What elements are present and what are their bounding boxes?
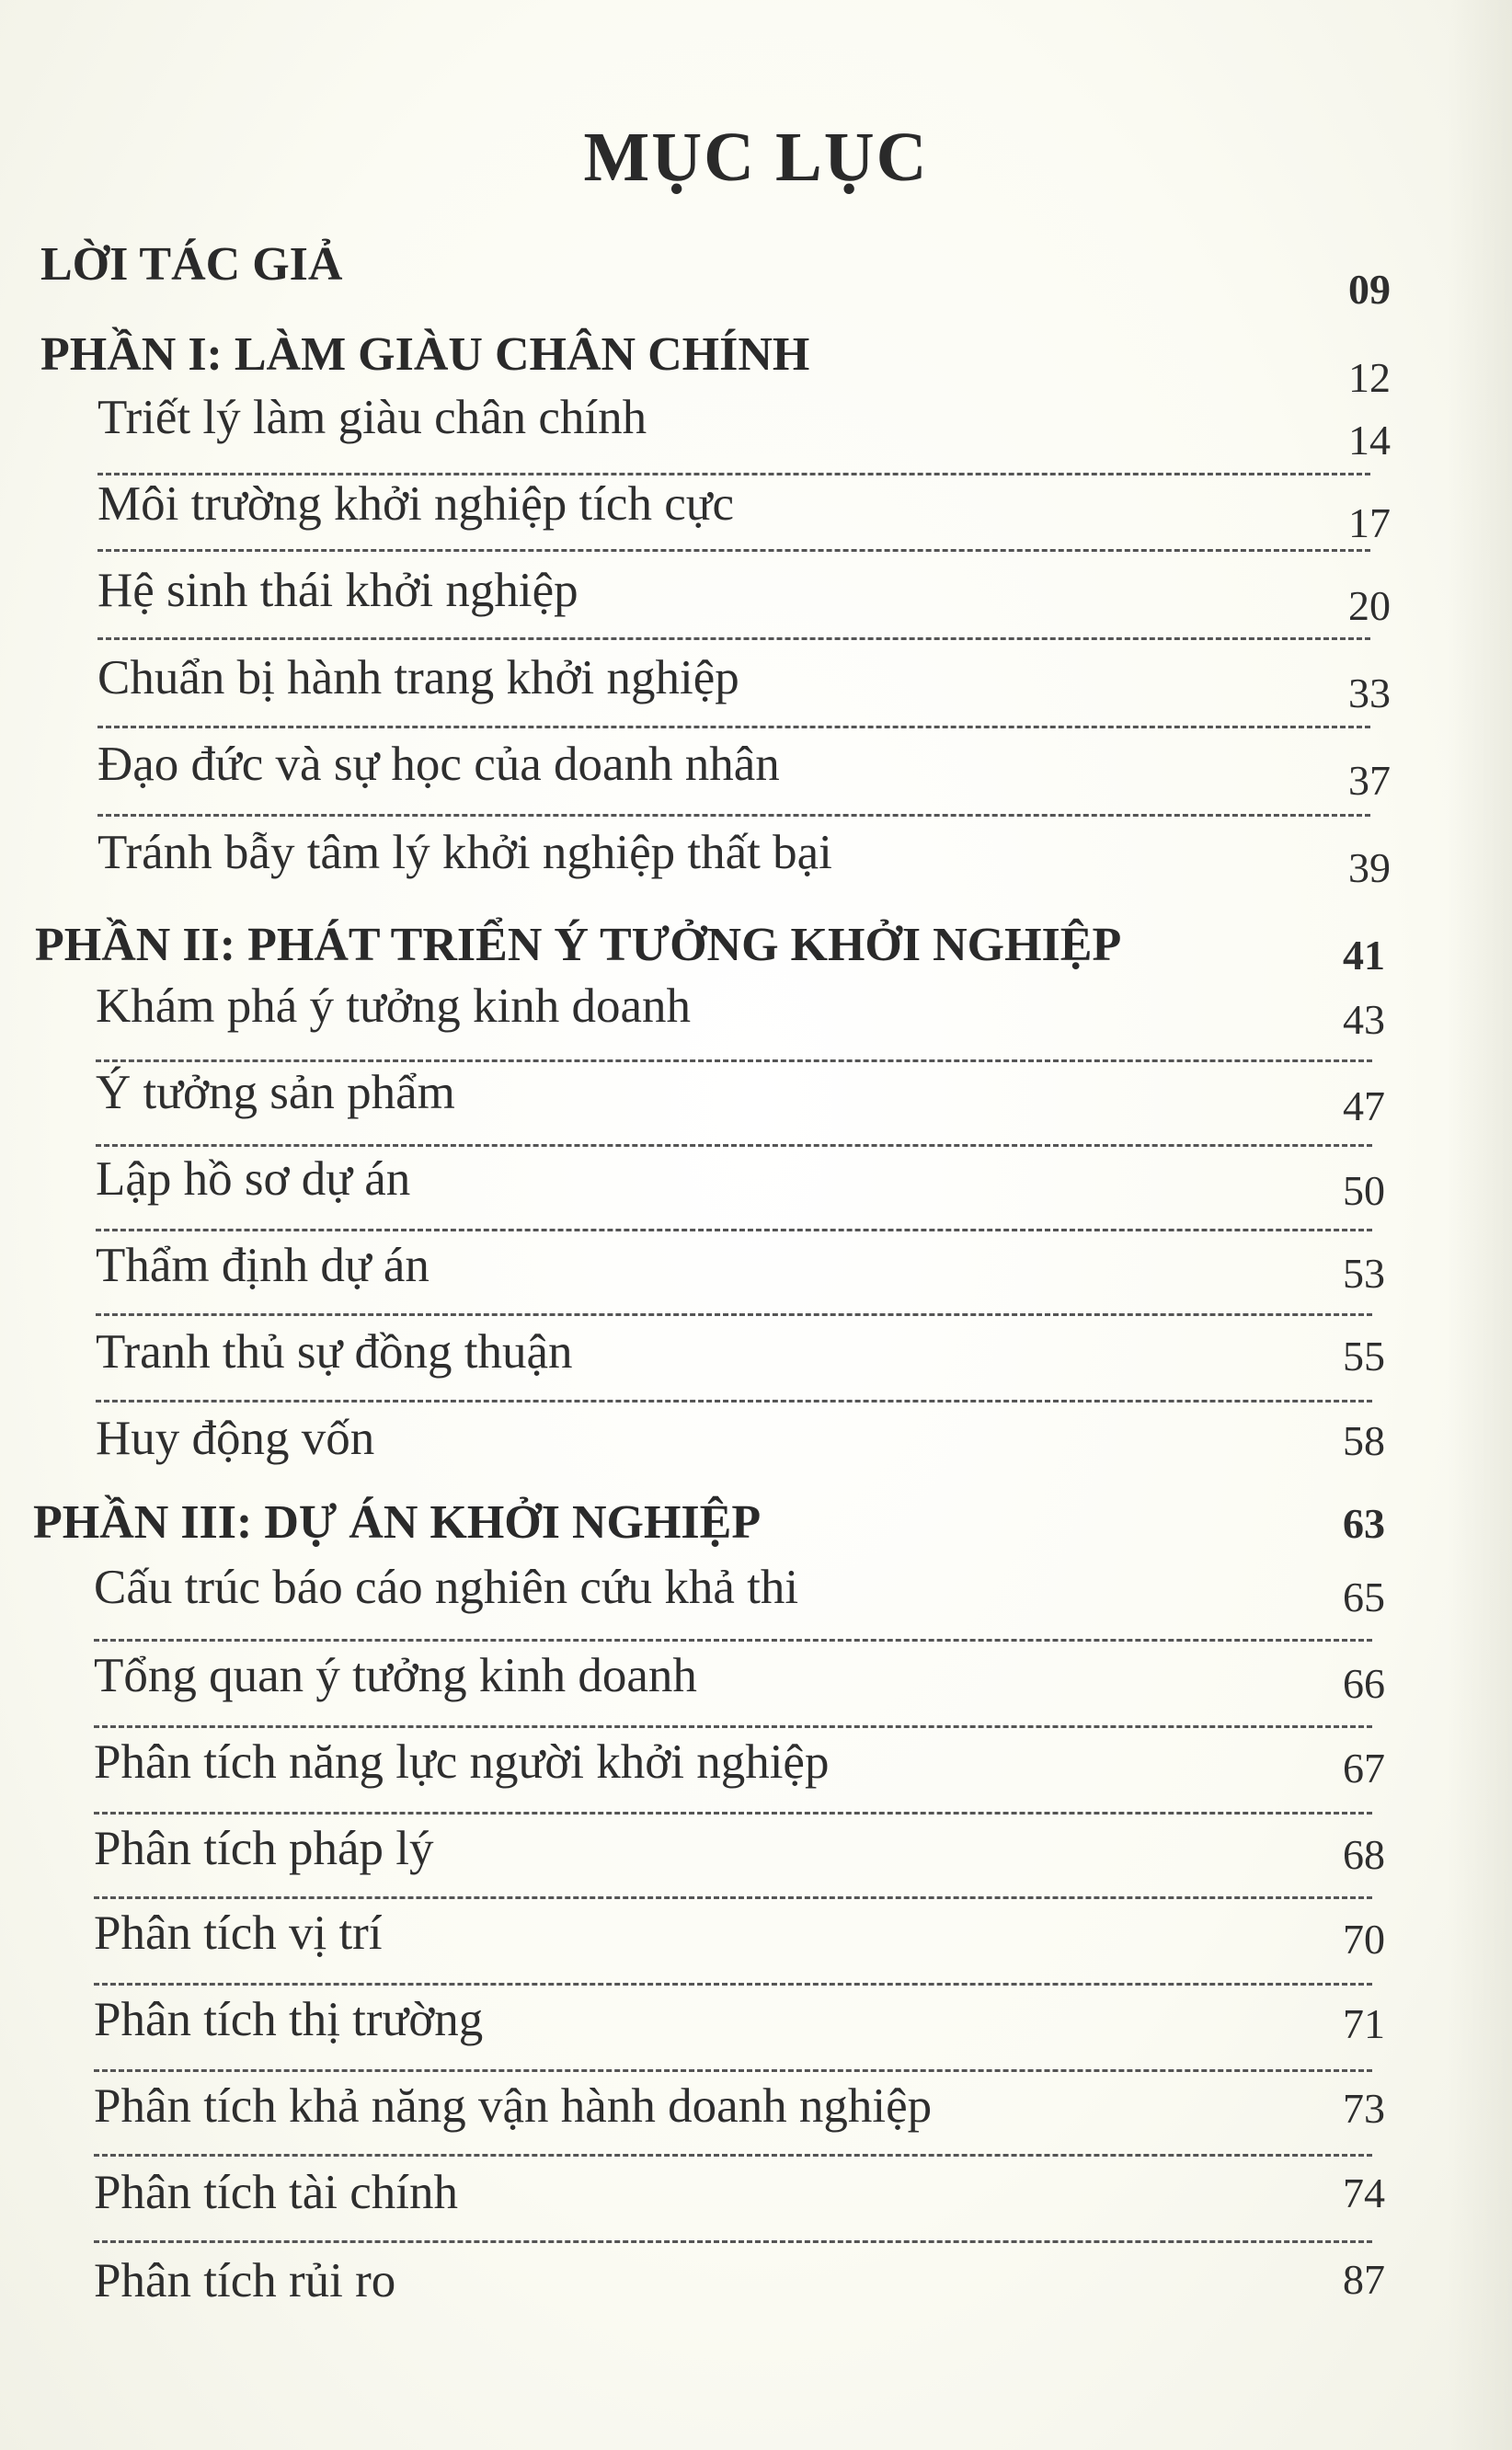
dotted-leader-line [94,2154,1372,2157]
dotted-leader-line [96,1313,1372,1316]
dotted-leader-line [97,473,1370,475]
toc-entry: Môi trường khởi nghiệp tích cực [97,477,734,531]
toc-page-number: 67 [1343,1745,1385,1792]
toc-entry: Phân tích vị trí [94,1906,383,1960]
dotted-leader-line [94,1896,1372,1899]
toc-part-heading: PHẦN III: DỰ ÁN KHỞI NGHIỆP [33,1496,762,1549]
dotted-leader-line [97,814,1370,817]
toc-part-heading: PHẦN II: PHÁT TRIỂN Ý TƯỞNG KHỞI NGHIỆP [35,919,1122,971]
toc-page-number: 68 [1343,1831,1385,1878]
toc-page-number: 12 [1348,354,1391,401]
toc-part-heading: PHẦN I: LÀM GIÀU CHÂN CHÍNH [40,328,810,381]
toc-entry: Đạo đức và sự học của doanh nhân [97,738,780,791]
toc-entry: Triết lý làm giàu chân chính [97,391,647,444]
page-edge-shadow [1448,0,1512,2450]
page-title: MỤC LỤC [583,119,929,196]
toc-entry: Phân tích tài chính [94,2166,458,2219]
dotted-leader-line [97,637,1370,640]
dotted-leader-line [94,1983,1372,1986]
toc-entry: Lập hồ sơ dự án [96,1152,411,1206]
dotted-leader-line [96,1229,1372,1231]
toc-page-number: 47 [1343,1082,1385,1129]
toc-page-number: 09 [1348,266,1391,313]
toc-entry: Chuẩn bị hành trang khởi nghiệp [97,651,739,704]
toc-entry: Thẩm định dự án [96,1239,430,1292]
toc-entry: Tổng quan ý tưởng kinh doanh [94,1649,697,1702]
toc-page-number: 39 [1348,844,1391,891]
dotted-leader-line [94,1725,1372,1728]
toc-page-number: 41 [1343,932,1385,979]
dotted-leader-line [94,1812,1372,1815]
dotted-leader-line [96,1059,1372,1062]
toc-entry: Tránh bẫy tâm lý khởi nghiệp thất bại [97,826,832,879]
toc-page-number: 50 [1343,1167,1385,1214]
toc-page-number: 53 [1343,1250,1385,1297]
toc-entry: Hệ sinh thái khởi nghiệp [97,564,578,617]
toc-page-number: 74 [1343,2170,1385,2216]
toc-entry: Huy động vốn [96,1412,375,1465]
toc-page-number: 65 [1343,1574,1385,1620]
toc-entry: Phân tích pháp lý [94,1822,434,1875]
dotted-leader-line [94,1639,1372,1642]
toc-entry: Phân tích khả năng vận hành doanh nghiệp [94,2079,933,2133]
dotted-leader-line [94,2240,1372,2243]
toc-entry: Phân tích thị trường [94,1993,484,2046]
toc-page-number: 70 [1343,1916,1385,1963]
toc-page-number: 58 [1343,1417,1385,1464]
dotted-leader-line [96,1400,1372,1402]
toc-entry: Cấu trúc báo cáo nghiên cứu khả thi [94,1561,799,1614]
toc-page-number: 66 [1343,1660,1385,1707]
dotted-leader-line [96,1144,1372,1147]
toc-entry: Phân tích rủi ro [94,2254,396,2307]
dotted-leader-line [94,2069,1372,2072]
toc-page-number: 63 [1343,1500,1385,1547]
dotted-leader-line [97,726,1370,728]
toc-page-number: 73 [1343,2085,1385,2132]
toc-page-number: 20 [1348,582,1391,629]
toc-page-number: 87 [1343,2256,1385,2303]
toc-page-number: 14 [1348,417,1391,464]
toc-page-number: 43 [1343,996,1385,1043]
toc-entry: Khám phá ý tưởng kinh doanh [96,979,692,1033]
toc-entry: Tranh thủ sự đồng thuận [96,1325,573,1379]
dotted-leader-line [97,549,1370,552]
toc-page-number: 17 [1348,499,1391,546]
toc-page-number: 55 [1343,1333,1385,1380]
toc-entry: Phân tích năng lực người khởi nghiệp [94,1735,830,1789]
toc-entry-author-note: LỜI TÁC GIẢ [40,238,343,291]
toc-page-number: 71 [1343,2000,1385,2047]
toc-entry: Ý tưởng sản phẩm [96,1066,455,1119]
toc-page-number: 37 [1348,757,1391,804]
toc-page-number: 33 [1348,670,1391,716]
